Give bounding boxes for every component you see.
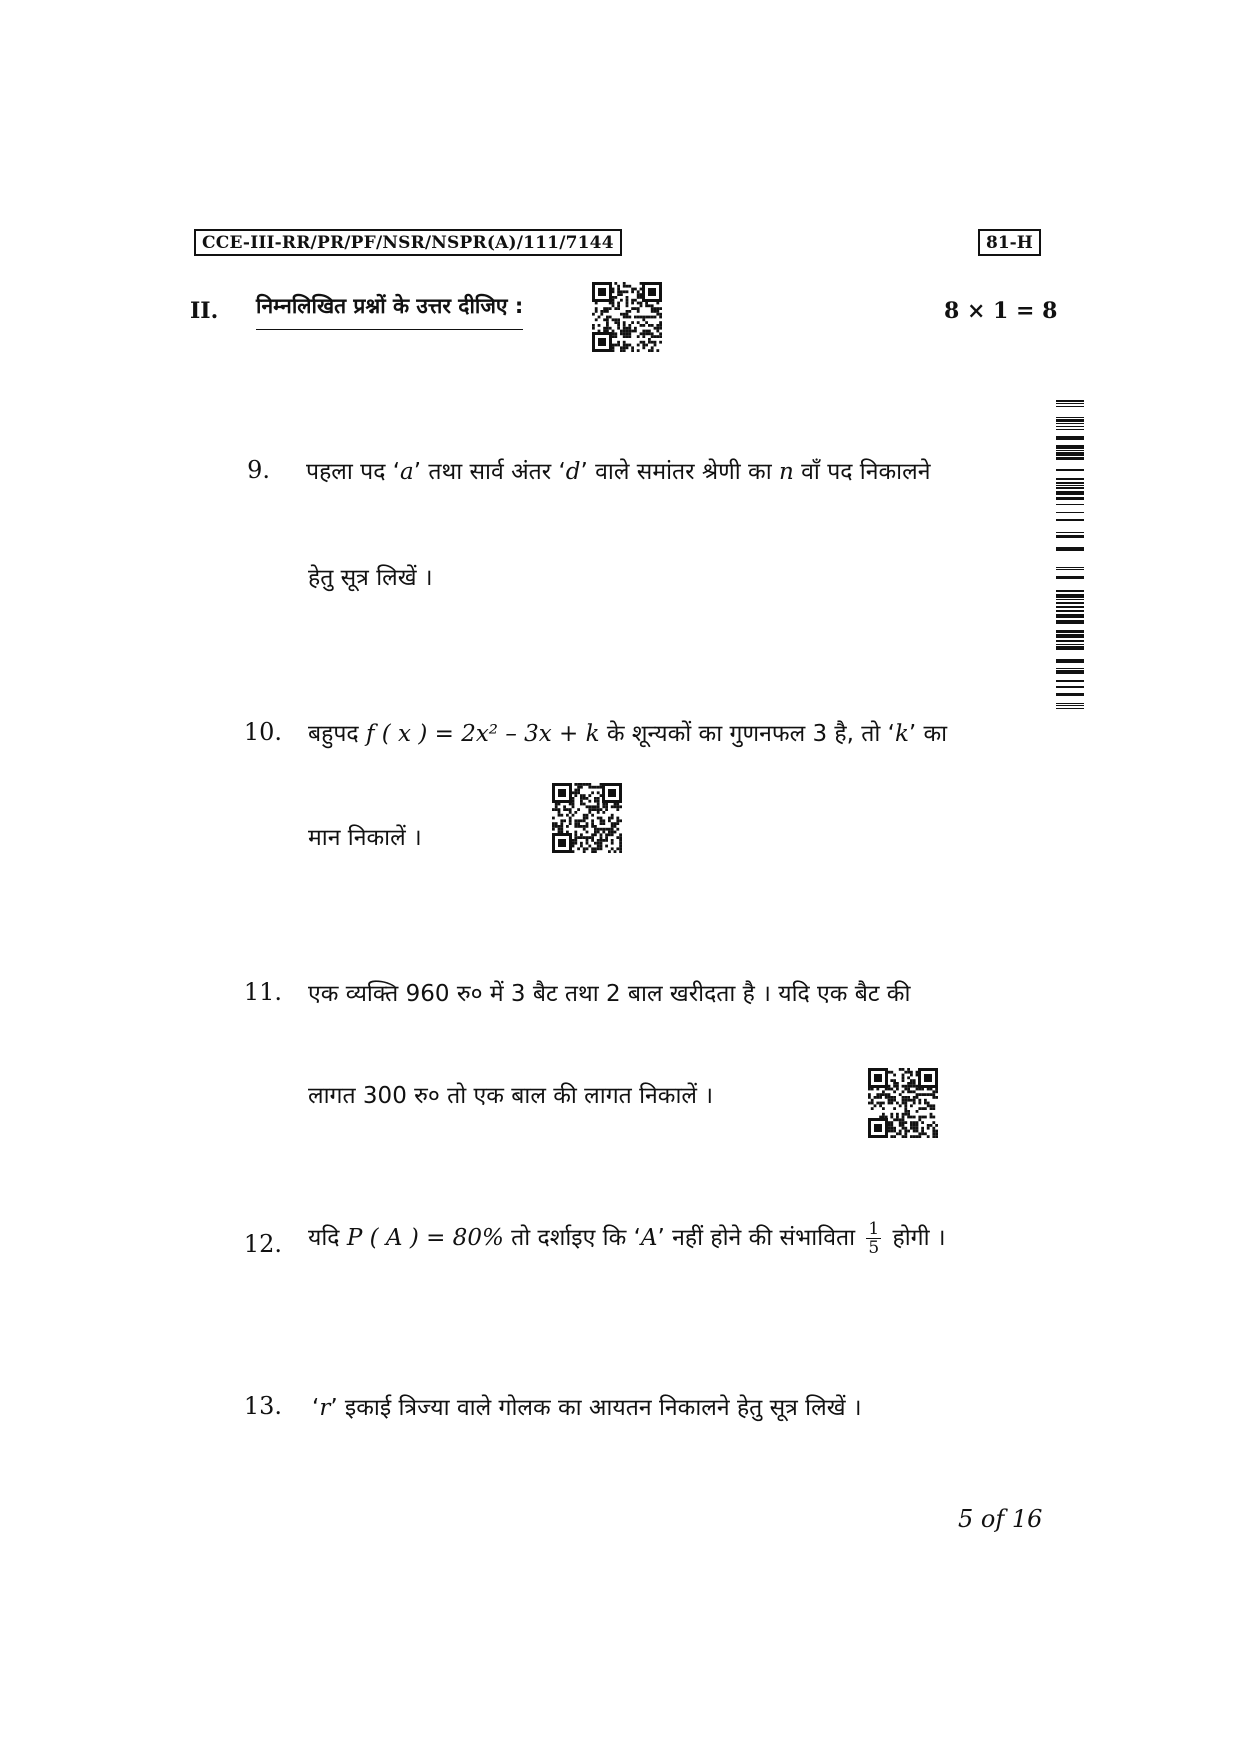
section-title: निम्नलिखित प्रश्नों के उत्तर दीजिए :	[256, 292, 523, 330]
qr-code-icon	[552, 783, 622, 853]
question-number: 13.	[243, 1392, 282, 1420]
barcode-icon	[1056, 400, 1084, 712]
question-text-line: मान निकालें ।	[308, 825, 422, 851]
question-text-line: यदि P ( A ) = 80% तो दर्शाइए कि ‘A’ नहीं होने की संभाविता $\frac{1}{5}$ होगी ।	[308, 1219, 946, 1258]
question-number: 11.	[243, 978, 282, 1006]
question-text-line: ‘r’ इकाई त्रिज्या वाले गोलक का आयतन निकालने हेतु सूत्र लिखें ।	[312, 1395, 862, 1421]
question-text-line: पहला पद ‘a’ तथा सार्व अंतर ‘d’ वाले समांतर श्रेणी का n वाँ पद निकालने	[306, 459, 931, 485]
section-number: II.	[190, 298, 219, 324]
section-marks: 8 × 1 = 8	[944, 298, 1058, 324]
fraction: $\frac{1}{5}$	[868, 1219, 880, 1258]
question-text-line: बहुपद f ( x ) = 2x² – 3x + k के शून्यकों का गुणनफल 3 है, तो ‘k’ का	[308, 721, 948, 747]
question-number: 10.	[243, 718, 282, 746]
qr-code-icon	[592, 282, 662, 352]
paper-code: CCE-III-RR/PR/PF/NSR/NSPR(A)/111/7144	[194, 229, 622, 256]
question-number: 12.	[243, 1230, 282, 1258]
qr-code-icon	[868, 1068, 938, 1138]
page-number: 5 of 16	[958, 1505, 1043, 1533]
question-text-line: एक व्यक्ति 960 रु० में 3 बैट तथा 2 बाल खरीदता है । यदि एक बैट की	[308, 981, 911, 1007]
question-text-line: लागत 300 रु० तो एक बाल की लागत निकालें ।	[308, 1083, 714, 1109]
set-code: 81-H	[978, 229, 1041, 256]
question-text-line: हेतु सूत्र लिखें ।	[308, 565, 433, 591]
question-number: 9.	[247, 456, 270, 484]
